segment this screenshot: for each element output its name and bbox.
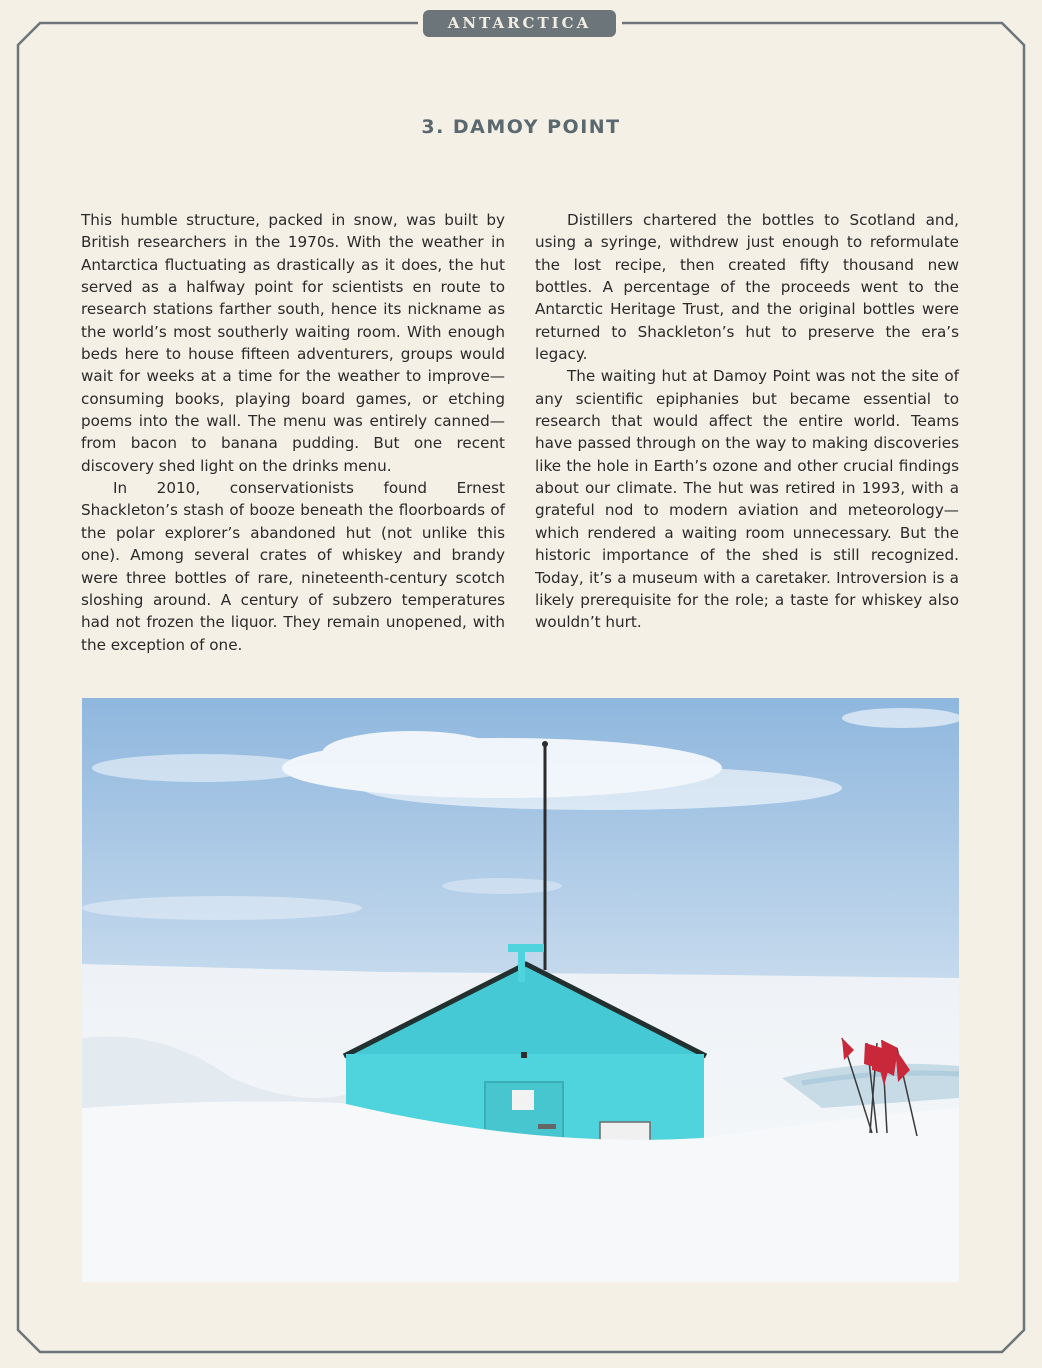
paragraph: This humble structure, packed in snow, was built by British researchers in the 1970s. With the weather in Antarctica fluctuating as drastically as it does, the hut served as a halfway point for scientists en route to research stations farther south, hence its nickname as the world’s most southerly waiting room. With enough beds here to house fifteen adventurers, groups would wait for weeks at a time for the weather to improve—consuming books, playing board games, or etching poems into the wall. The menu was entirely canned—from bacon to banana pudding. But one recent discovery shed light on the drinks menu. xyxy=(81,211,505,475)
paragraph: In 2010, conservationists found Ernest Shackleton’s stash of booze beneath the floorboards of the polar explorer’s abandoned hut (not unlike this one). Among several crates of whiskey and brandy were three bottles of rare, nineteenth-century scotch sloshing around. A century of subzero temperatures had not frozen the liquor. They remain unopened, with the exception of one. xyxy=(81,479,505,654)
right-column xyxy=(535,209,959,634)
left-column xyxy=(81,209,505,656)
paragraph: Distillers chartered the bottles to Scotland and, using a syringe, withdrew just enough to reformulate the lost recipe, then created fifty thousand new bottles. A percentage of the proceeds went to the Antarctic Heritage Trust, and the original bottles were returned to Shackleton’s hut to preserve the era’s legacy. xyxy=(535,211,959,364)
section-tab: ANTARCTICA xyxy=(423,10,616,37)
hut-photo xyxy=(82,698,959,1282)
paragraph: The waiting hut at Damoy Point was not the site of any scientific epiphanies but became essential to research that would affect the entire world. Teams have passed through on the way to making discoveries like the hole in Earth’s ozone and other crucial findings about our climate. The hut was retired in 1993, with a grateful nod to modern aviation and meteorology—which rendered a waiting room unnecessary. But the historic importance of the shed is still recognized. Today, it’s a museum with a caretaker. Introversion is a likely prerequisite for the role; a taste for whiskey also wouldn’t hurt. xyxy=(535,367,959,632)
article-title: 3. DAMOY POINT xyxy=(421,116,621,138)
